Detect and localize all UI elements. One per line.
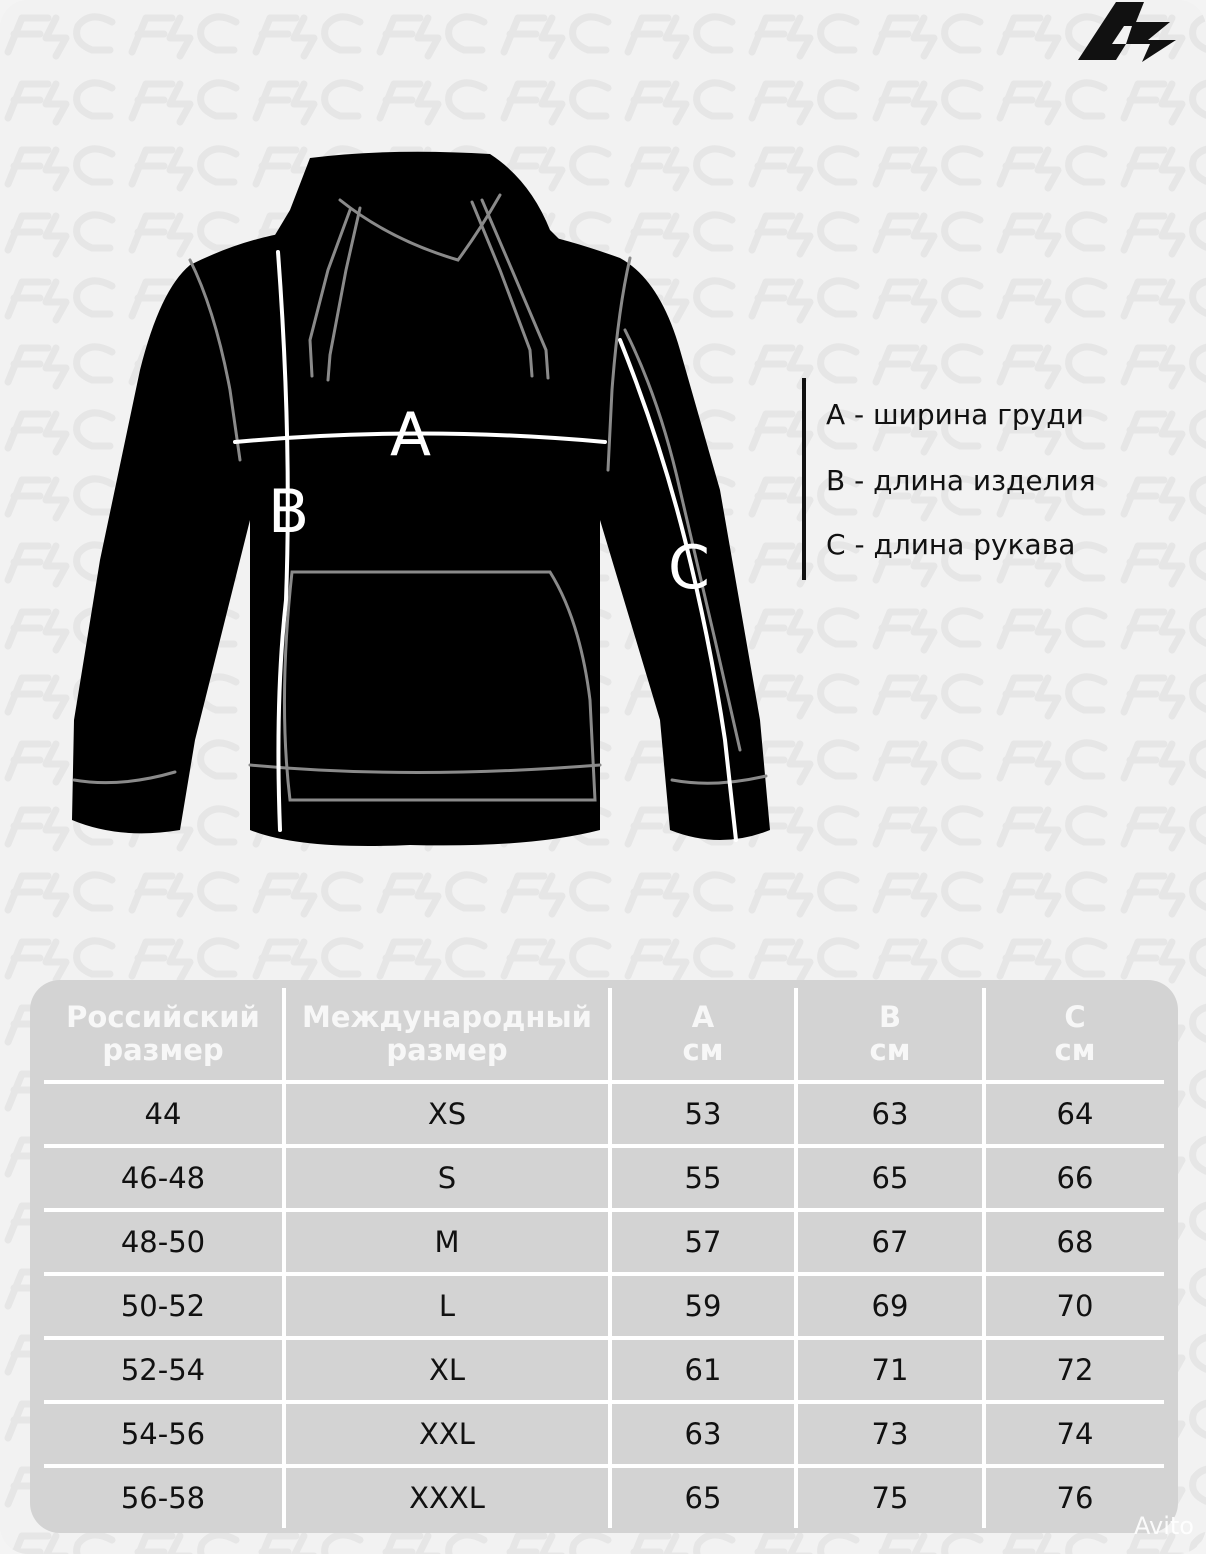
cell-b: 71 xyxy=(796,1338,984,1402)
cell-a: 55 xyxy=(610,1146,796,1210)
cell-c: 72 xyxy=(984,1338,1164,1402)
cell-russian-size: 56-58 xyxy=(120,1481,206,1515)
cell-b: 67 xyxy=(796,1210,984,1274)
cell-international-size: XXXL xyxy=(284,1466,610,1528)
cell-international-size: L xyxy=(284,1274,610,1338)
table-row xyxy=(44,1338,1164,1402)
table-row xyxy=(44,1082,1164,1146)
table-row xyxy=(44,1274,1164,1338)
legend-item-c: C - длина рукава xyxy=(826,528,1076,561)
table-row xyxy=(44,1402,1164,1466)
marker-a: A xyxy=(390,400,432,470)
cell-a: 65 xyxy=(610,1466,796,1528)
cell-a: 57 xyxy=(610,1210,796,1274)
brand-logo-icon xyxy=(1072,0,1182,64)
header-international-size: Международный размер xyxy=(284,988,610,1082)
cell-b: 63 xyxy=(796,1082,984,1146)
cell-b: 65 xyxy=(796,1146,984,1210)
header-c-cm: C см xyxy=(984,988,1164,1082)
legend-item-a: A - ширина груди xyxy=(826,398,1084,431)
size-table xyxy=(44,988,1164,1528)
cell-b: 75 xyxy=(796,1466,984,1528)
avito-watermark: Avito xyxy=(1134,1512,1194,1540)
table-row xyxy=(44,1146,1164,1210)
hoodie-illustration xyxy=(60,140,800,860)
table-header-row xyxy=(44,988,1164,1082)
cell-a: 53 xyxy=(610,1082,796,1146)
cell-russian-size: 48-50 xyxy=(44,1210,284,1274)
cell-a: 63 xyxy=(610,1402,796,1466)
cell-c: 66 xyxy=(984,1146,1164,1210)
cell-russian-size: 44 xyxy=(44,1082,284,1146)
cell-c: 70 xyxy=(984,1274,1164,1338)
cell-russian-size: 54-56 xyxy=(44,1402,284,1466)
header-a-cm: A см xyxy=(610,988,796,1082)
cell-b: 73 xyxy=(796,1402,984,1466)
size-table-panel xyxy=(30,980,1178,1533)
header-russian-size: Российский размер xyxy=(44,988,284,1082)
marker-b: B xyxy=(268,477,310,547)
marker-c: C xyxy=(668,533,710,603)
cell-c: 76 xyxy=(984,1466,1164,1528)
cell-international-size: M xyxy=(284,1210,610,1274)
cell-russian-size: 46-48 xyxy=(44,1146,284,1210)
table-row xyxy=(44,1210,1164,1274)
cell-c: 64 xyxy=(984,1082,1164,1146)
cell-international-size: XL xyxy=(284,1338,610,1402)
measurement-legend xyxy=(802,378,1166,580)
cell-international-size: XXL xyxy=(284,1402,610,1466)
cell-b: 69 xyxy=(796,1274,984,1338)
cell-a: 61 xyxy=(610,1338,796,1402)
cell-russian-size: 50-52 xyxy=(44,1274,284,1338)
cell-international-size: XS xyxy=(284,1082,610,1146)
cell-russian-size: 52-54 xyxy=(44,1338,284,1402)
cell-c: 74 xyxy=(984,1402,1164,1466)
cell-c: 68 xyxy=(984,1210,1164,1274)
legend-item-b: B - длина изделия xyxy=(826,464,1096,497)
table-row xyxy=(44,1466,1164,1528)
cell-a: 59 xyxy=(610,1274,796,1338)
header-b-cm: B см xyxy=(796,988,984,1082)
cell-international-size: S xyxy=(284,1146,610,1210)
